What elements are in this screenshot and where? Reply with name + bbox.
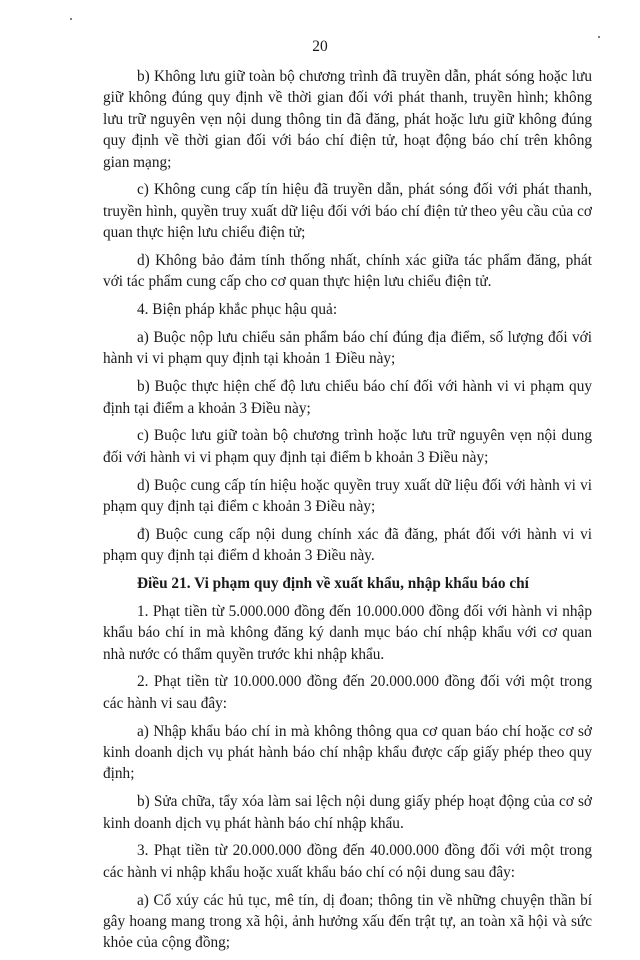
paragraph: d) Buộc cung cấp tín hiệu hoặc quyền truy xuất dữ liệu đối với hành vi vi phạm quy định tại điểm c khoản 3 Điều này; bbox=[103, 476, 592, 516]
article-paragraph: a) Nhập khẩu báo chí in mà không thông qua cơ quan báo chí hoặc cơ sở kinh doanh dịch vụ phát hành báo chí nhập khẩu được cấp giấy phép theo quy định; bbox=[103, 722, 592, 783]
article-heading: Điều 21. Vi phạm quy định về xuất khẩu, nhập khẩu báo chí bbox=[137, 575, 529, 593]
page-number: 20 bbox=[312, 38, 328, 55]
paragraph: d) Không bảo đảm tính thống nhất, chính xác giữa tác phẩm đăng, phát với tác phẩm cung cấp cho cơ quan thực hiện lưu chiểu điện tử. bbox=[103, 252, 592, 291]
paragraph: đ) Buộc cung cấp nội dung chính xác đã đăng, phát đối với hành vi vi phạm quy định tại điểm d khoản 3 Điều này. bbox=[103, 525, 592, 565]
document-body bbox=[103, 66, 592, 960]
article-paragraph: 2. Phạt tiền từ 10.000.000 đồng đến 20.000.000 đồng đối với một trong các hành vi sau đây: bbox=[103, 673, 592, 712]
paragraph: c) Buộc lưu giữ toàn bộ chương trình hoặc lưu trữ nguyên vẹn nội dung đối với hành vi vi phạm quy định tại điểm b khoản 3 Điều này; bbox=[103, 427, 592, 466]
paragraph: b) Buộc thực hiện chế độ lưu chiểu báo chí đối với hành vi vi phạm quy định tại điểm a khoản 3 Điều này; bbox=[103, 378, 592, 417]
paragraph: a) Buộc nộp lưu chiểu sản phẩm báo chí đúng địa điểm, số lượng đối với hành vi vi phạm quy định tại khoản 1 Điều này; bbox=[103, 329, 592, 368]
paragraph: b) Không lưu giữ toàn bộ chương trình đã truyền dẫn, phát sóng hoặc lưu giữ không đúng quy định về thời gian đối với phát thanh, truyền hình; không lưu trữ nguyên vẹn nội dung thông tin đã đăng, phát hoặc lưu giữ không đúng quy định về thời gian đối với báo chí điện tử, hoạt động báo chí trên không gian mạng; bbox=[103, 68, 592, 171]
paragraph: c) Không cung cấp tín hiệu đã truyền dẫn, phát sóng đối với phát thanh, truyền hình, quyền truy xuất dữ liệu đối với báo chí điện tử theo yêu cầu của cơ quan thực hiện lưu chiểu điện tử; bbox=[103, 181, 592, 242]
scan-speck bbox=[70, 18, 72, 20]
article-paragraph: 1. Phạt tiền từ 5.000.000 đồng đến 10.000.000 đồng đối với hành vi nhập khẩu báo chí in mà không đăng ký danh mục báo chí nhập khẩu với cơ quan nhà nước có thẩm quyền trước khi nhập khẩu. bbox=[103, 602, 592, 663]
paragraph: 4. Biện pháp khắc phục hậu quả: bbox=[137, 301, 338, 319]
article-paragraph: 3. Phạt tiền từ 20.000.000 đồng đến 40.000.000 đồng đối với một trong các hành vi nhập khẩu hoặc xuất khẩu báo chí có nội dung sau đây: bbox=[103, 842, 592, 881]
article-paragraph: a) Cổ xúy các hủ tục, mê tín, dị đoan; thông tin về những chuyện thần bí gây hoang mang trong xã hội, ảnh hưởng xấu đến trật tự, an toàn xã hội và sức khỏe của cộng đồng; bbox=[103, 891, 592, 952]
article-paragraph: b) Sửa chữa, tẩy xóa làm sai lệch nội dung giấy phép hoạt động của cơ sở kinh doanh dịch vụ phát hành báo chí nhập khẩu. bbox=[103, 793, 592, 832]
